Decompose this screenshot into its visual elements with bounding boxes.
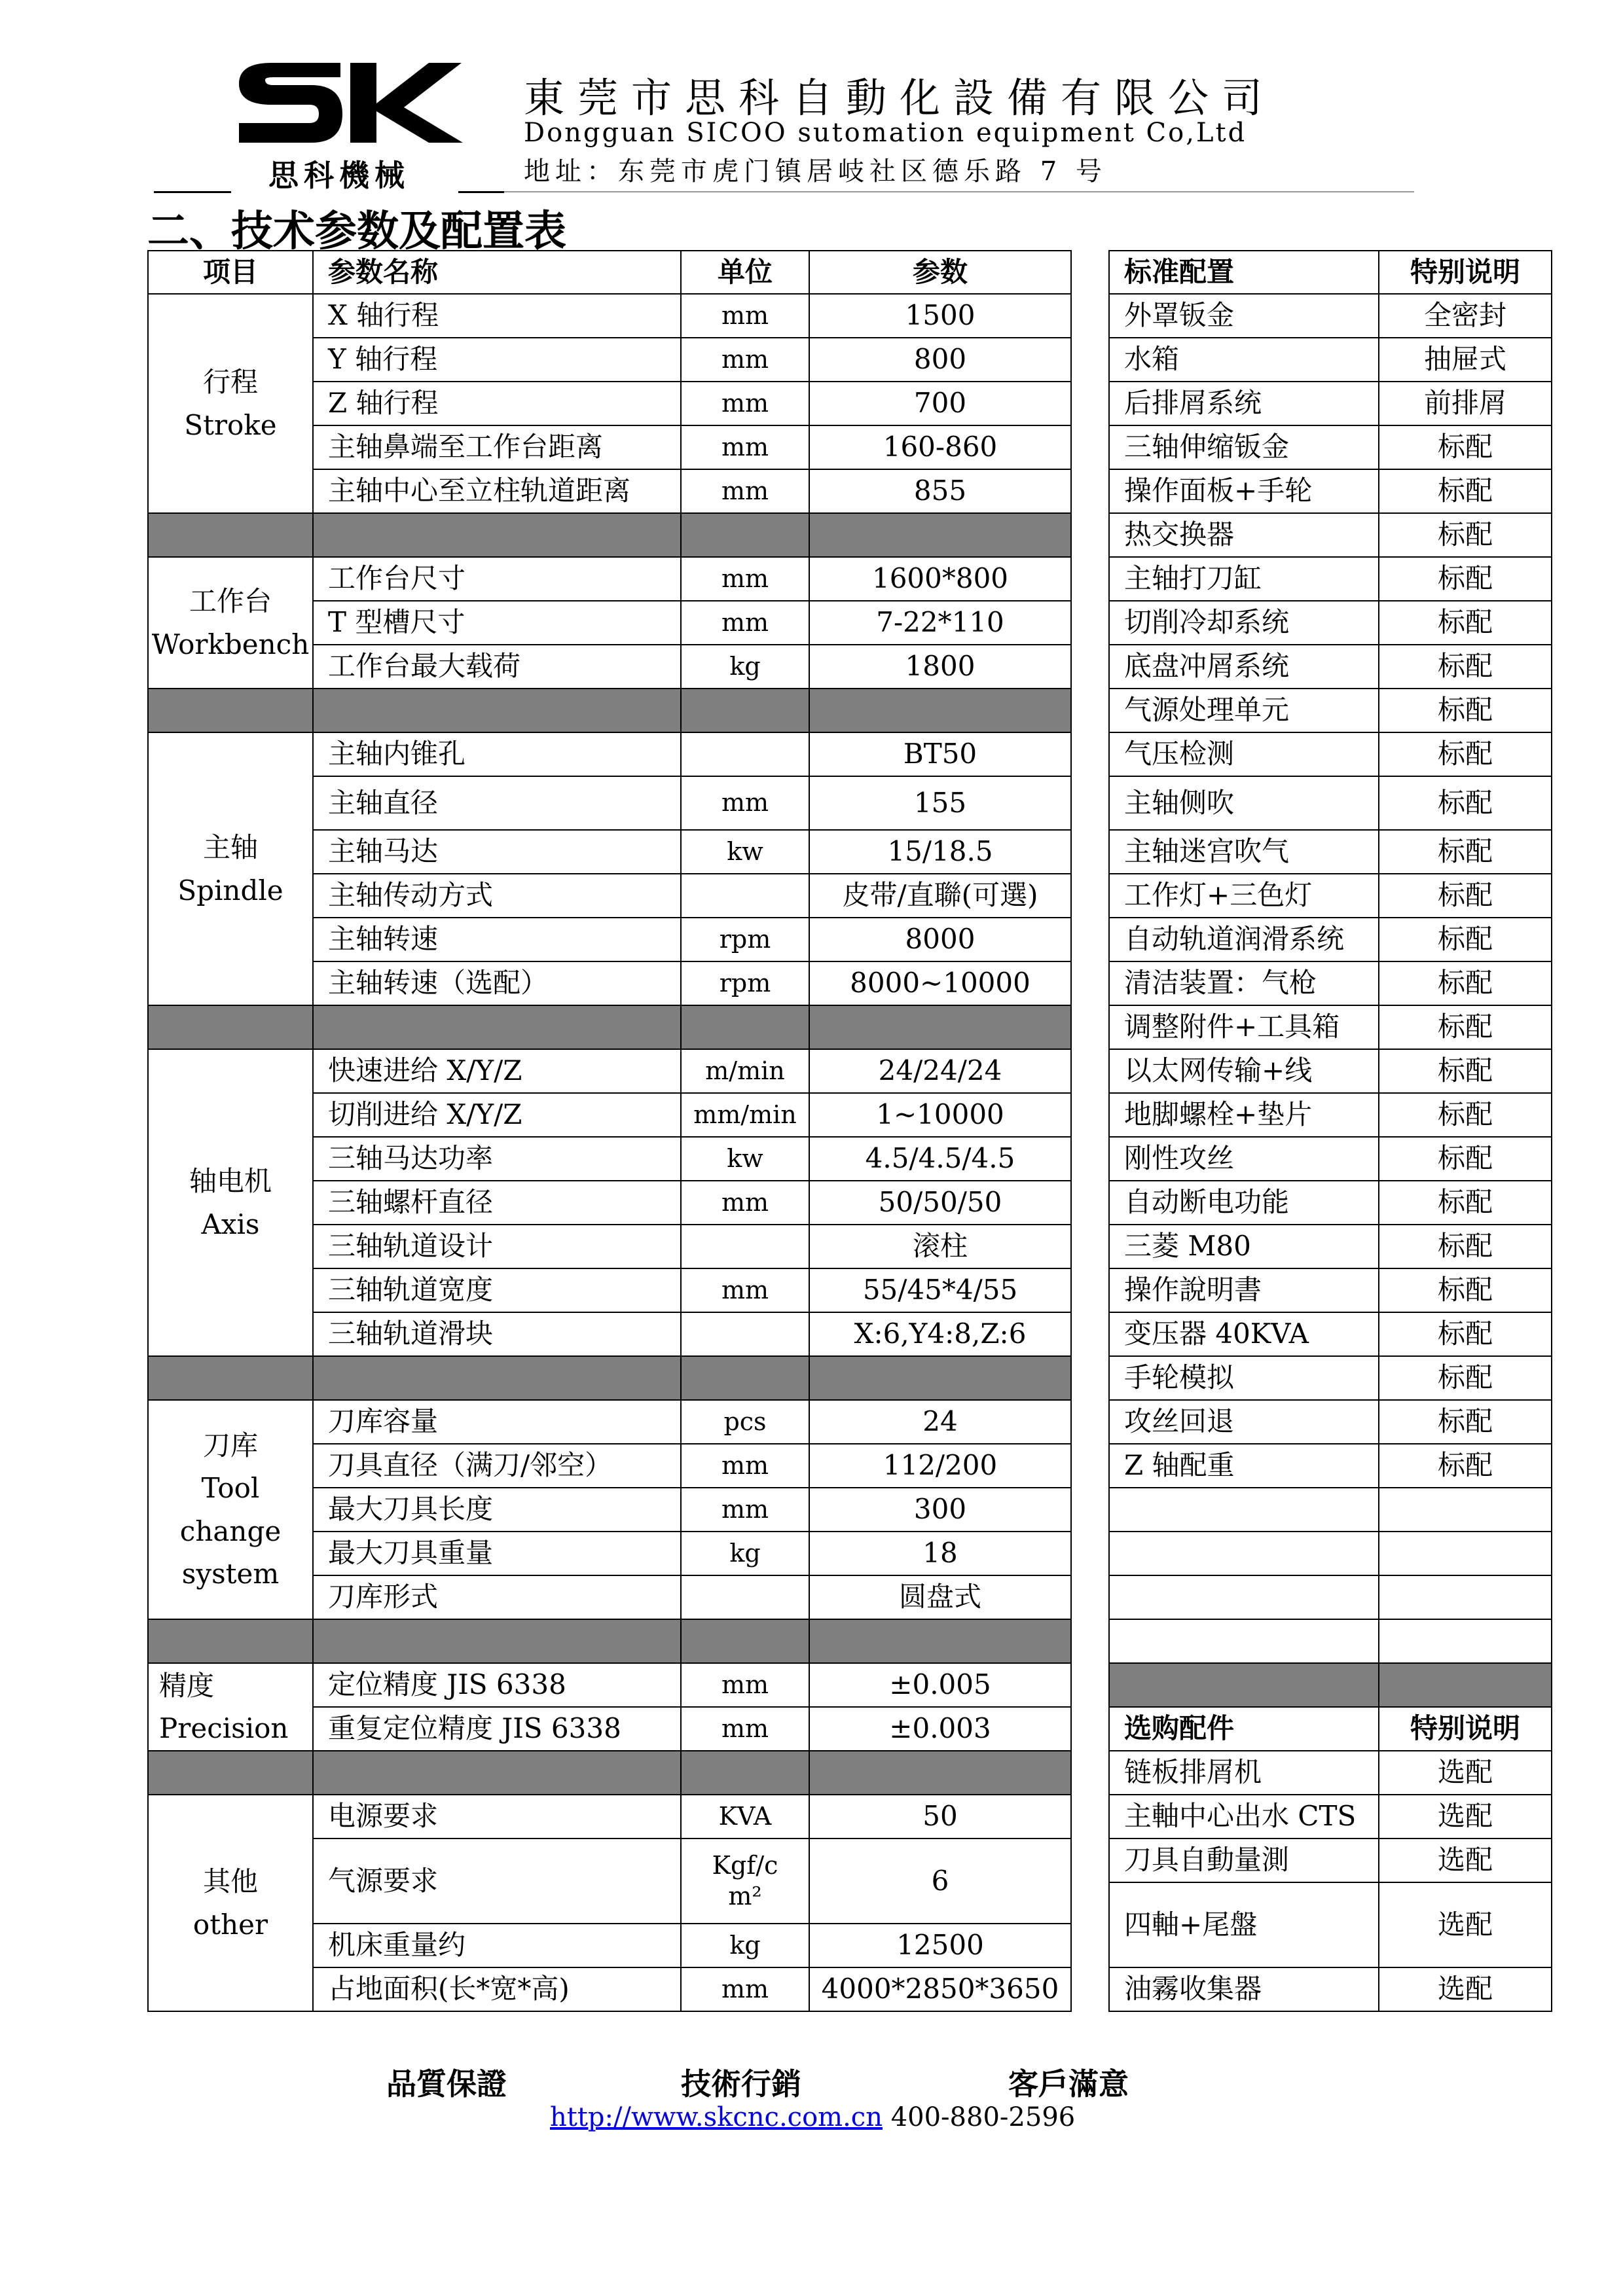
header-optional-parts: 选购配件 [1109,1707,1379,1751]
param-unit [681,1225,809,1268]
param-name: 三轴轨道设计 [313,1225,681,1268]
param-value: 6 [809,1839,1071,1924]
config-item: 工作灯+三色灯 [1109,874,1379,918]
table-row [1109,874,1552,918]
table-row [1109,1312,1552,1356]
table-row [1109,1268,1552,1312]
config-note: 标配 [1379,557,1552,601]
config-header-row [1109,251,1552,294]
param-name: 重复定位精度 JIS 6338 [313,1707,681,1751]
config-item: 地脚螺栓+垫片 [1109,1093,1379,1137]
config-item: 变压器 40KVA [1109,1312,1379,1356]
table-row [1109,1225,1552,1268]
table-row [1109,338,1552,382]
optional-item: 链板排屑机 [1109,1751,1379,1795]
table-row [148,294,1071,338]
param-value: 1600*800 [809,557,1071,601]
separator-row [148,1005,1071,1049]
slogan-satisfaction: 客戶滿意 [1008,2066,1129,2102]
param-name: 主轴直径 [313,776,681,830]
table-row [1109,469,1552,513]
table-row [1109,1005,1552,1049]
separator-row [148,1751,1071,1795]
config-item: 主轴侧吹 [1109,776,1379,830]
separator-row [148,689,1071,732]
param-unit: mm [681,1967,809,2011]
config-note: 标配 [1379,918,1552,961]
param-name: 切削进给 X/Y/Z [313,1093,681,1137]
param-unit: mm [681,1444,809,1488]
table-row [1109,294,1552,338]
empty-row [1109,1575,1552,1619]
param-value: 160-860 [809,425,1071,469]
config-note: 标配 [1379,1137,1552,1181]
table-row [1109,1444,1552,1488]
param-name: 刀库形式 [313,1575,681,1619]
config-item: 热交换器 [1109,513,1379,557]
param-name: 主轴鼻端至工作台距离 [313,425,681,469]
config-note: 标配 [1379,601,1552,645]
config-table [1108,250,1552,2012]
param-value: 50/50/50 [809,1181,1071,1225]
param-value: 4.5/4.5/4.5 [809,1137,1071,1181]
config-item: 自动断电功能 [1109,1181,1379,1225]
logo-chinese-name: 思科機械 [268,158,410,193]
phone-number: 400-880-2596 [890,2102,1076,2132]
param-unit: mm [681,338,809,382]
param-name: 电源要求 [313,1795,681,1839]
param-value: X:6,Y4:8,Z:6 [809,1312,1071,1356]
website-link[interactable]: http://www.skcnc.com.cn [550,2102,883,2132]
param-name: 主轴转速 [313,918,681,961]
empty-row [1109,1619,1552,1663]
header-value: 参数 [809,251,1071,294]
table-row [1109,1181,1552,1225]
param-value: 800 [809,338,1071,382]
param-name: 最大刀具长度 [313,1488,681,1532]
table-row [148,1049,1071,1093]
param-name: Y 轴行程 [313,338,681,382]
param-unit: mm [681,557,809,601]
param-name: 占地面积(长*宽*高) [313,1967,681,2011]
optional-note: 选配 [1379,1967,1552,2011]
param-value: 7-22*110 [809,601,1071,645]
param-unit: mm/min [681,1093,809,1137]
param-value: 1800 [809,645,1071,689]
param-value: 圆盘式 [809,1575,1071,1619]
config-item: 操作說明書 [1109,1268,1379,1312]
param-value: 8000~10000 [809,961,1071,1005]
config-note: 标配 [1379,1400,1552,1444]
config-note: 标配 [1379,1268,1552,1312]
company-logo [232,51,468,149]
config-item: 气源处理单元 [1109,689,1379,732]
optional-header-row [1109,1707,1552,1751]
config-note: 标配 [1379,1181,1552,1225]
table-row [148,1795,1071,1839]
group-tool-change: 刀库 Tool change system [148,1400,313,1619]
config-note: 标配 [1379,425,1552,469]
param-name: 工作台最大载荷 [313,645,681,689]
param-name: X 轴行程 [313,294,681,338]
param-name: 三轴马达功率 [313,1137,681,1181]
param-name: 机床重量约 [313,1924,681,1967]
param-value: 24 [809,1400,1071,1444]
param-unit: mm [681,776,809,830]
config-item: 切削冷却系统 [1109,601,1379,645]
config-item: 以太网传输+线 [1109,1049,1379,1093]
slogan-quality: 品質保證 [386,2066,507,2102]
logo-underline-left [154,191,231,193]
company-name-en: Dongguan SICOO sutomation equipment Co,Ltd [524,118,1247,148]
param-unit: pcs [681,1400,809,1444]
header-standard-config: 标准配置 [1109,251,1379,294]
param-name: Z 轴行程 [313,382,681,425]
param-unit: rpm [681,961,809,1005]
config-item: 气压检测 [1109,732,1379,776]
config-note: 抽屉式 [1379,338,1552,382]
param-value: ±0.003 [809,1707,1071,1751]
param-value: 300 [809,1488,1071,1532]
table-row [1109,601,1552,645]
table-row [1109,732,1552,776]
header-divider [504,191,1414,192]
param-name: 主轴传动方式 [313,874,681,918]
table-row [1109,1049,1552,1093]
group-other: 其他 other [148,1795,313,2011]
table-row [1109,961,1552,1005]
config-item: 操作面板+手轮 [1109,469,1379,513]
config-item: 外罩钣金 [1109,294,1379,338]
param-unit: mm [681,1181,809,1225]
config-item: 三轴伸缩钣金 [1109,425,1379,469]
param-value: 155 [809,776,1071,830]
table-row [148,1663,1071,1707]
table-row [1109,425,1552,469]
param-unit: kw [681,830,809,874]
param-unit: kg [681,1532,809,1575]
separator-row [148,1356,1071,1400]
optional-item: 四軸+尾盤 [1109,1882,1379,1967]
param-unit [681,874,809,918]
param-name: 主轴转速（选配） [313,961,681,1005]
param-name: 主轴中心至立柱轨道距离 [313,469,681,513]
config-note: 标配 [1379,1356,1552,1400]
param-value: 50 [809,1795,1071,1839]
param-name: 刀库容量 [313,1400,681,1444]
param-value: 24/24/24 [809,1049,1071,1093]
config-item: 底盘冲屑系统 [1109,645,1379,689]
param-name: 主轴内锥孔 [313,732,681,776]
optional-item: 油霧收集器 [1109,1967,1379,2011]
group-workbench: 工作台 Workbench [148,557,313,689]
table-row [1109,1400,1552,1444]
config-item: 主轴打刀缸 [1109,557,1379,601]
config-note: 全密封 [1379,294,1552,338]
table-row [1109,1839,1552,1882]
param-unit: m/min [681,1049,809,1093]
config-note: 标配 [1379,776,1552,830]
group-axis: 轴电机 Axis [148,1049,313,1356]
config-item: 手轮模拟 [1109,1356,1379,1400]
config-item: 自动轨道润滑系统 [1109,918,1379,961]
param-unit [681,1312,809,1356]
config-item: 三菱 M80 [1109,1225,1379,1268]
param-value: 滚柱 [809,1225,1071,1268]
config-item: 清洁装置：气枪 [1109,961,1379,1005]
param-name: 工作台尺寸 [313,557,681,601]
sk-logo-mark [232,51,468,149]
header-optional-note: 特别说明 [1379,1707,1552,1751]
param-unit: mm [681,425,809,469]
table-row [1109,1967,1552,2011]
param-unit: mm [681,1707,809,1751]
header-item: 项目 [148,251,313,294]
spec-header-row [148,251,1071,294]
param-unit [681,1575,809,1619]
param-unit: mm [681,1268,809,1312]
param-unit: mm [681,1663,809,1707]
param-value: 1~10000 [809,1093,1071,1137]
spec-table [147,250,1072,2012]
table-row [148,1400,1071,1444]
config-note: 标配 [1379,1005,1552,1049]
table-row [148,732,1071,776]
param-value: 18 [809,1532,1071,1575]
slogan-technology: 技術行銷 [681,2066,801,2102]
table-row [1109,776,1552,830]
config-note: 标配 [1379,1225,1552,1268]
config-item: Z 轴配重 [1109,1444,1379,1488]
table-row [1109,1093,1552,1137]
config-note: 标配 [1379,645,1552,689]
config-item: 攻丝回退 [1109,1400,1379,1444]
config-item: 水箱 [1109,338,1379,382]
config-note: 标配 [1379,1312,1552,1356]
param-value: 855 [809,469,1071,513]
param-unit: kw [681,1137,809,1181]
param-unit [681,732,809,776]
param-name: 定位精度 JIS 6338 [313,1663,681,1707]
optional-item: 主軸中心出水 CTS [1109,1795,1379,1839]
param-unit: mm [681,382,809,425]
param-value: 112/200 [809,1444,1071,1488]
param-name: 三轴螺杆直径 [313,1181,681,1225]
config-note: 标配 [1379,732,1552,776]
page-title: 二、技术参数及配置表 [147,207,566,256]
header-special-note: 特别说明 [1379,251,1552,294]
param-value: 55/45*4/55 [809,1268,1071,1312]
table-row [1109,382,1552,425]
config-note: 标配 [1379,874,1552,918]
config-note: 标配 [1379,689,1552,732]
table-row [1109,1356,1552,1400]
table-row [1109,645,1552,689]
config-note: 标配 [1379,1049,1552,1093]
config-item: 刚性攻丝 [1109,1137,1379,1181]
param-value: BT50 [809,732,1071,776]
company-address: 地址：东莞市虎门镇居岐社区德乐路 7 号 [524,156,1107,187]
table-row [1109,1882,1552,1967]
table-row [1109,689,1552,732]
param-unit: mm [681,294,809,338]
param-name: T 型槽尺寸 [313,601,681,645]
config-note: 标配 [1379,513,1552,557]
param-name: 三轴轨道宽度 [313,1268,681,1312]
config-item: 调整附件+工具箱 [1109,1005,1379,1049]
param-value: ±0.005 [809,1663,1071,1707]
table-row [148,557,1071,601]
config-note: 前排屑 [1379,382,1552,425]
param-value: 1500 [809,294,1071,338]
param-unit: Kgf/c m² [681,1839,809,1924]
param-value: 15/18.5 [809,830,1071,874]
table-row [1109,1751,1552,1795]
param-value: 12500 [809,1924,1071,1967]
config-note: 标配 [1379,1093,1552,1137]
table-row [1109,513,1552,557]
config-note: 标配 [1379,469,1552,513]
separator-row [148,1619,1071,1663]
optional-note: 选配 [1379,1882,1552,1967]
param-name: 主轴马达 [313,830,681,874]
table-row [1109,1137,1552,1181]
header-param-name: 参数名称 [313,251,681,294]
contact-line [550,2102,1075,2132]
separator-row [1109,1663,1552,1707]
table-row [1109,1795,1552,1839]
table-row [1109,830,1552,874]
param-unit: mm [681,601,809,645]
param-unit: rpm [681,918,809,961]
param-name: 最大刀具重量 [313,1532,681,1575]
config-note: 标配 [1379,1444,1552,1488]
param-name: 快速进给 X/Y/Z [313,1049,681,1093]
param-unit: mm [681,469,809,513]
param-value: 皮带/直聯(可選) [809,874,1071,918]
optional-note: 选配 [1379,1795,1552,1839]
separator-row [148,513,1071,557]
group-precision: 精度 Precision [148,1663,313,1751]
config-item: 主轴迷宫吹气 [1109,830,1379,874]
table-row [1109,557,1552,601]
group-spindle: 主轴 Spindle [148,732,313,1005]
optional-item: 刀具自動量測 [1109,1839,1379,1882]
param-unit: KVA [681,1795,809,1839]
param-value: 700 [809,382,1071,425]
table-row [1109,918,1552,961]
param-value: 8000 [809,918,1071,961]
param-name: 三轴轨道滑块 [313,1312,681,1356]
optional-note: 选配 [1379,1751,1552,1795]
param-unit: kg [681,645,809,689]
param-unit: mm [681,1488,809,1532]
param-name: 刀具直径（满刀/邻空） [313,1444,681,1488]
optional-note: 选配 [1379,1839,1552,1882]
param-value: 4000*2850*3650 [809,1967,1071,2011]
config-note: 标配 [1379,830,1552,874]
config-note: 标配 [1379,961,1552,1005]
empty-row [1109,1532,1552,1575]
param-unit: kg [681,1924,809,1967]
param-name: 气源要求 [313,1839,681,1924]
config-item: 后排屑系统 [1109,382,1379,425]
empty-row [1109,1488,1552,1532]
logo-underline-right [458,191,504,193]
company-name-cn: 東莞市思科自動化設備有限公司 [524,74,1276,122]
header-unit: 单位 [681,251,809,294]
group-stroke: 行程 Stroke [148,294,313,513]
